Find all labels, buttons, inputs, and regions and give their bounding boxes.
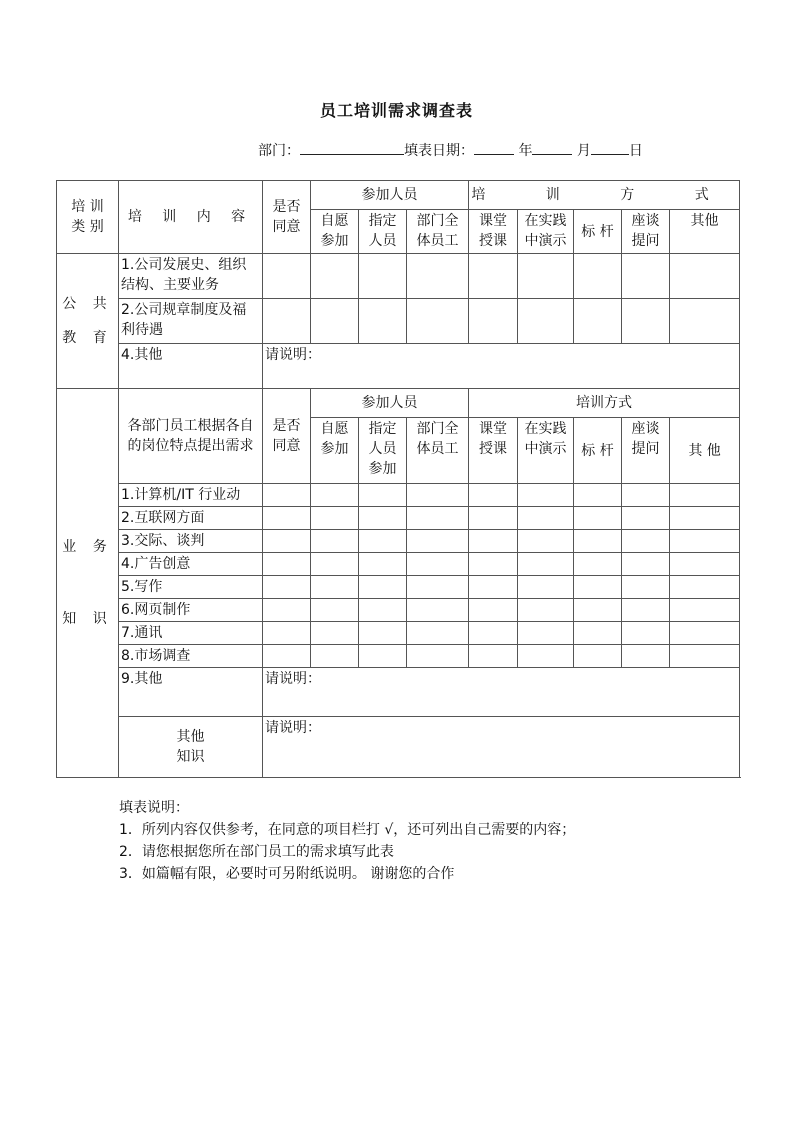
instructions bbox=[119, 797, 575, 885]
all-staff-header: 部门全 体员工 bbox=[407, 210, 469, 254]
public-item: 2.公司规章制度及福利待遇 bbox=[119, 299, 263, 344]
business-voluntary-header: 自愿 参加 bbox=[311, 418, 359, 484]
public-education-label: 公 共 教 育 bbox=[57, 254, 119, 389]
checkbox-cell[interactable] bbox=[359, 553, 407, 576]
checkbox-cell[interactable] bbox=[518, 622, 574, 645]
business-item: 7.通讯 bbox=[119, 622, 263, 645]
business-other-method-header: 其 他 bbox=[670, 418, 740, 484]
checkbox-cell[interactable] bbox=[469, 622, 518, 645]
survey-table bbox=[56, 180, 740, 778]
public-item: 1.公司发展史、组织结构、主要业务 bbox=[119, 254, 263, 299]
checkbox-cell[interactable] bbox=[670, 622, 740, 645]
checkbox-cell[interactable] bbox=[263, 254, 311, 299]
checkbox-cell[interactable] bbox=[622, 645, 670, 668]
business-item: 3.交际、谈判 bbox=[119, 530, 263, 553]
checkbox-cell[interactable] bbox=[359, 576, 407, 599]
checkbox-cell[interactable] bbox=[359, 507, 407, 530]
checkbox-cell[interactable] bbox=[407, 622, 469, 645]
checkbox-cell[interactable] bbox=[670, 507, 740, 530]
checkbox-cell[interactable] bbox=[622, 484, 670, 507]
checkbox-cell[interactable] bbox=[622, 553, 670, 576]
content-header: 培 训 内 容 bbox=[119, 181, 263, 254]
checkbox-cell[interactable] bbox=[670, 553, 740, 576]
checkbox-cell[interactable] bbox=[469, 484, 518, 507]
checkbox-cell[interactable] bbox=[518, 484, 574, 507]
checkbox-cell[interactable] bbox=[407, 484, 469, 507]
checkbox-cell[interactable] bbox=[574, 622, 622, 645]
checkbox-cell[interactable] bbox=[469, 576, 518, 599]
designated-header: 指定 人员 bbox=[359, 210, 407, 254]
voluntary-header: 自愿 参加 bbox=[311, 210, 359, 254]
benchmark-header: 标 杆 bbox=[574, 210, 622, 254]
participants-header: 参加人员 bbox=[311, 181, 469, 210]
month-field[interactable] bbox=[532, 140, 572, 155]
checkbox-cell[interactable] bbox=[469, 254, 518, 299]
checkbox-cell[interactable] bbox=[670, 299, 740, 344]
checkbox-cell[interactable] bbox=[518, 553, 574, 576]
business-all-staff-header: 部门全 体员工 bbox=[407, 418, 469, 484]
checkbox-cell[interactable] bbox=[311, 484, 359, 507]
checkbox-cell[interactable] bbox=[359, 530, 407, 553]
other-knowledge-label: 其他 知识 bbox=[119, 717, 263, 778]
checkbox-cell[interactable] bbox=[518, 530, 574, 553]
checkbox-cell[interactable] bbox=[407, 254, 469, 299]
checkbox-cell[interactable] bbox=[407, 599, 469, 622]
checkbox-cell[interactable] bbox=[263, 553, 311, 576]
checkbox-cell[interactable] bbox=[311, 530, 359, 553]
checkbox-cell[interactable] bbox=[670, 599, 740, 622]
business-item: 4.广告创意 bbox=[119, 553, 263, 576]
other-method-header: 其他 bbox=[670, 210, 740, 254]
checkbox-cell[interactable] bbox=[311, 645, 359, 668]
checkbox-cell[interactable] bbox=[469, 599, 518, 622]
checkbox-cell[interactable] bbox=[622, 254, 670, 299]
business-item: 6.网页制作 bbox=[119, 599, 263, 622]
checkbox-cell[interactable] bbox=[359, 484, 407, 507]
business-lecture-header: 课堂 授课 bbox=[469, 418, 518, 484]
date-label: 填表日期： bbox=[404, 143, 474, 159]
checkbox-cell[interactable] bbox=[359, 645, 407, 668]
checkbox-cell[interactable] bbox=[407, 507, 469, 530]
checkbox-cell[interactable] bbox=[359, 599, 407, 622]
month-label: 月 bbox=[576, 143, 591, 159]
checkbox-cell[interactable] bbox=[263, 576, 311, 599]
checkbox-cell[interactable] bbox=[469, 553, 518, 576]
business-participants-header: 参加人员 bbox=[311, 389, 469, 418]
business-agree-header: 是否 同意 bbox=[263, 389, 311, 484]
checkbox-cell[interactable] bbox=[469, 299, 518, 344]
checkbox-cell[interactable] bbox=[469, 645, 518, 668]
instruction-line: 2．请您根据您所在部门员工的需求填写此表 bbox=[119, 844, 394, 860]
instruction-line: 3．如篇幅有限，必要时可另附纸说明。 谢谢您的合作 bbox=[119, 866, 455, 882]
business-benchmark-header: 标 杆 bbox=[574, 418, 622, 484]
checkbox-cell[interactable] bbox=[518, 599, 574, 622]
business-item: 2.互联网方面 bbox=[119, 507, 263, 530]
checkbox-cell[interactable] bbox=[311, 553, 359, 576]
checkbox-cell[interactable] bbox=[311, 576, 359, 599]
business-other-item: 9.其他 bbox=[119, 668, 263, 717]
checkbox-cell[interactable] bbox=[263, 622, 311, 645]
business-knowledge-label: 业 务 知 识 bbox=[57, 389, 119, 778]
checkbox-cell[interactable] bbox=[311, 622, 359, 645]
business-practice-header: 在实践 中演示 bbox=[518, 418, 574, 484]
checkbox-cell[interactable] bbox=[359, 254, 407, 299]
checkbox-cell[interactable] bbox=[407, 553, 469, 576]
checkbox-cell[interactable] bbox=[574, 599, 622, 622]
checkbox-cell[interactable] bbox=[263, 484, 311, 507]
checkbox-cell[interactable] bbox=[263, 299, 311, 344]
checkbox-cell[interactable] bbox=[518, 576, 574, 599]
form-title: 员工培训需求调查表 bbox=[319, 101, 473, 120]
checkbox-cell[interactable] bbox=[574, 530, 622, 553]
checkbox-cell[interactable] bbox=[407, 645, 469, 668]
checkbox-cell[interactable] bbox=[407, 530, 469, 553]
checkbox-cell[interactable] bbox=[670, 576, 740, 599]
checkbox-cell[interactable] bbox=[574, 553, 622, 576]
checkbox-cell[interactable] bbox=[670, 530, 740, 553]
checkbox-cell[interactable] bbox=[469, 530, 518, 553]
checkbox-cell[interactable] bbox=[359, 622, 407, 645]
forum-header: 座谈 提问 bbox=[622, 210, 670, 254]
checkbox-cell[interactable] bbox=[622, 507, 670, 530]
checkbox-cell[interactable] bbox=[263, 507, 311, 530]
business-intro: 各部门员工根据各自的岗位特点提出需求 bbox=[119, 389, 263, 484]
checkbox-cell[interactable] bbox=[574, 507, 622, 530]
business-designated-header: 指定 人员 参加 bbox=[359, 418, 407, 484]
checkbox-cell[interactable] bbox=[311, 254, 359, 299]
day-label: 日 bbox=[628, 143, 643, 159]
business-item: 5.写作 bbox=[119, 576, 263, 599]
checkbox-cell[interactable] bbox=[670, 645, 740, 668]
public-explain-field[interactable]: 请说明： bbox=[263, 344, 740, 389]
public-other-item: 4.其他 bbox=[119, 344, 263, 389]
practice-header: 在实践 中演示 bbox=[518, 210, 574, 254]
checkbox-cell[interactable] bbox=[518, 254, 574, 299]
business-item: 8.市场调查 bbox=[119, 645, 263, 668]
checkbox-cell[interactable] bbox=[670, 254, 740, 299]
year-field[interactable] bbox=[474, 140, 514, 155]
checkbox-cell[interactable] bbox=[574, 299, 622, 344]
checkbox-cell[interactable] bbox=[263, 530, 311, 553]
checkbox-cell[interactable] bbox=[407, 299, 469, 344]
year-label: 年 bbox=[518, 143, 533, 159]
checkbox-cell[interactable] bbox=[574, 484, 622, 507]
department-field[interactable] bbox=[300, 140, 404, 155]
form-meta bbox=[258, 140, 643, 160]
checkbox-cell[interactable] bbox=[574, 576, 622, 599]
instructions-heading: 填表说明： bbox=[119, 800, 189, 816]
checkbox-cell[interactable] bbox=[311, 299, 359, 344]
checkbox-cell[interactable] bbox=[311, 599, 359, 622]
department-label: 部门： bbox=[258, 143, 300, 159]
category-header: 培 训 类 别 bbox=[57, 181, 119, 254]
checkbox-cell[interactable] bbox=[670, 484, 740, 507]
checkbox-cell[interactable] bbox=[574, 254, 622, 299]
checkbox-cell[interactable] bbox=[574, 645, 622, 668]
checkbox-cell[interactable] bbox=[622, 599, 670, 622]
checkbox-cell[interactable] bbox=[469, 507, 518, 530]
checkbox-cell[interactable] bbox=[622, 576, 670, 599]
checkbox-cell[interactable] bbox=[622, 299, 670, 344]
checkbox-cell[interactable] bbox=[359, 299, 407, 344]
checkbox-cell[interactable] bbox=[311, 507, 359, 530]
business-explain-field[interactable]: 请说明： bbox=[263, 668, 740, 717]
checkbox-cell[interactable] bbox=[518, 645, 574, 668]
business-forum-header: 座谈 提问 bbox=[622, 418, 670, 484]
checkbox-cell[interactable] bbox=[263, 599, 311, 622]
checkbox-cell[interactable] bbox=[518, 299, 574, 344]
checkbox-cell[interactable] bbox=[518, 507, 574, 530]
methods-header: 培 训 方 式 bbox=[469, 181, 740, 210]
business-item: 1.计算机/IT 行业动 bbox=[119, 484, 263, 507]
checkbox-cell[interactable] bbox=[622, 622, 670, 645]
day-field[interactable] bbox=[591, 140, 629, 155]
lecture-header: 课堂 授课 bbox=[469, 210, 518, 254]
instruction-line: 1．所列内容仅供参考，在同意的项目栏打 √，还可列出自己需要的内容； bbox=[119, 822, 576, 838]
agree-header: 是否 同意 bbox=[263, 181, 311, 254]
other-explain-field[interactable]: 请说明： bbox=[263, 717, 740, 778]
business-methods-header: 培训方式 bbox=[469, 389, 740, 418]
checkbox-cell[interactable] bbox=[263, 645, 311, 668]
checkbox-cell[interactable] bbox=[622, 530, 670, 553]
checkbox-cell[interactable] bbox=[407, 576, 469, 599]
